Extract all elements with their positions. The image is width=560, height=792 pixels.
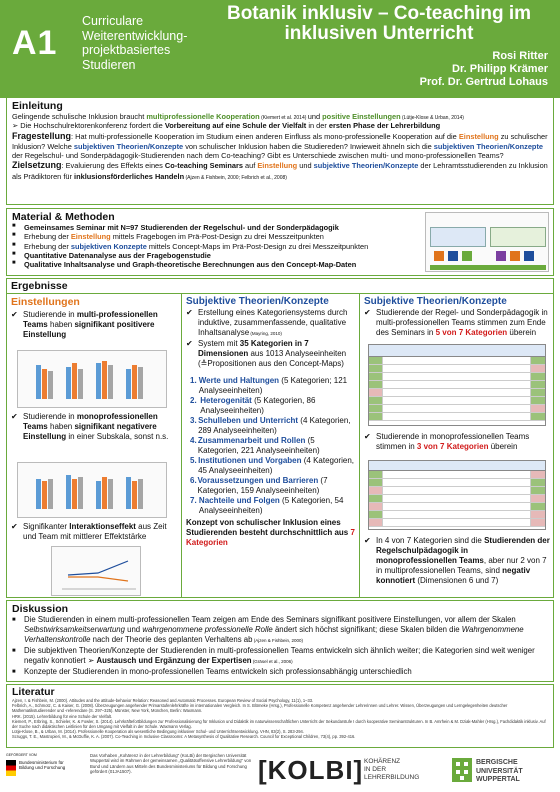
reference-list (12, 698, 548, 740)
list-item: ✔ Studierende der Regel- und Sonderpädagogik in multi-professionellen Teams stimmen zum Ende des Seminars in 5 von 7 Kategorien überein (364, 308, 551, 338)
list-item: 3. Schulleben und Unterricht (4 Kategorien, 289 Analyseeinheiten) (190, 416, 351, 435)
section-code: A1 (12, 24, 58, 62)
konzepte-column-2 (360, 293, 554, 598)
einleitung-section (6, 97, 554, 205)
list-item: ✔ Studierende in monoprofessionellen Teams stimmen in 3 von 7 Kategorien überein (364, 432, 550, 452)
list-item: 7. Nachteile und Folgen (5 Kategorien, 54 Analyseeinheiten) (190, 496, 344, 515)
list-item: ■ Quantitative Datenanalyse aus der Fragebogenstudie (12, 251, 407, 260)
funding-note: Das Vorhaben „Kohärenz in der Lehrerbildung" (KoLBi) der Bergischen Universität Wuppertal wird im Rahmen der gemeinsamen „Qualitätsoffensive Lehrerbildung" von Bund und Ländern aus Mitteln des Bundesministeriums für Bildung und Forschung gefördert (01JA1507). (90, 753, 252, 774)
konzepte-title-2: Subjektive Theorien/Konzepte (364, 296, 507, 307)
ergebnisse-section (6, 278, 554, 598)
arrow-right-icon: ➢ (12, 121, 21, 131)
kolbi-logo: [KOLBI] KOHÄRENZ IN DER LEHRERBILDUNG (258, 755, 420, 785)
ergebnisse-title: Ergebnisse (11, 280, 68, 292)
list-item: ■ Die subjektiven Theorien/Konzepte der Studierenden in multi-professionellen Teams entwickeln sich ähnlich weiter; die Kategorien sind weit weniger negativ konnotiert ➢ Austausch und Ergänzung der Expertisen (Gräsel et al., 2006) (12, 646, 548, 667)
arrow-right-icon: ➢ (87, 656, 95, 665)
literatur-section (6, 684, 554, 748)
methoden-list (12, 223, 407, 269)
list-item: 4. Zusammenarbeit und Rollen (5 Kategorien, 221 Analyseeinheiten) (190, 436, 320, 455)
footer (0, 750, 560, 792)
list-item: ✔ Studierende in monoprofessionellen Teams haben signifikant negativere Einstellung in einer Subskala, sonst n.s. (11, 412, 179, 442)
category-table-multi (368, 344, 546, 426)
uni-emblem-icon (452, 758, 472, 782)
poster-header (0, 0, 560, 98)
list-item: 1. Werte und Haltungen (5 Kategorien; 121 Analyseeinheiten) (190, 376, 348, 395)
konzept-conclusion: Konzept von schulischer Inklusion eines Studierenden besteht durchschnittlich aus 7 Kategorien (186, 518, 355, 547)
einstellungen-column (7, 293, 182, 598)
list-item: HRK. (2015). Lehrerbildung für eine Schule der Vielfalt. (12, 713, 113, 719)
literatur-title: Literatur (12, 686, 55, 698)
einleitung-title: Einleitung (12, 100, 63, 112)
list-item: ■ Erhebung der subjektiven Konzepte mittels Concept-Maps im Prä-Post-Design zu drei Messzeitpunkten (12, 242, 407, 251)
diskussion-section (6, 600, 554, 682)
list-item: ✔ Erstellung eines Kategoriensystems durch induktive, zusammenfassende, qualitative Inhaltsanalyse (Mayring, 2010) (186, 308, 355, 339)
list-item: ✔ Signifikanter Interaktionseffekt aus Zeit und Team mit mittlerer Effektstärke (11, 522, 179, 542)
interaction-effect-chart (51, 546, 141, 596)
konzepte-column-1 (182, 293, 360, 598)
einstellung-chart-multi (17, 350, 167, 408)
list-item: ■ Konzepte der Studierenden in mono-professionellen Teams entwickeln sich professionsabhängig unterschiedlich (12, 667, 548, 677)
list-item: Ajzen, I. & Fishbein, M. (2000). Attitudes and the attitude-behavior Relation: Reasoned and Automatic Processes. European Review of Social Psychology, 11(1), 1–33. (12, 698, 314, 703)
list-item: ✔ In 4 von 7 Kategorien sind die Studierenden der Regelschulpädagogik in monoprofessionellen Teams, aber nur 2 von 7 in multiprofessionellen Teams, sind negativ konnotiert (Dimensionen 6 und 7) (364, 536, 550, 586)
list-item: ■ Die Studierenden in einem multi-professionellen Team zeigen am Ende des Seminars signifikant positivere Einstellungen, vor allem der Skalen Selbstwirksamkeitserwartung und wahrgenommene professionelle Rolle ändert sich höchst signifikant; diese Skalen bilden die Wahrgenommene Verhaltenskontrolle nach der Theorie des geplanten Verhaltens ab (Ajzen & Fishbein, 2000) (12, 615, 548, 646)
list-item: ■ Gemeinsames Seminar mit N=97 Studierenden der Regelschul- und der Sonderpädagogik (12, 223, 407, 232)
bmbf-logo: GEFÖRDERT VOM Bundesministerium für Bildung und Forschung (6, 753, 86, 789)
poster-title: Botanik inklusiv – Co-teaching im inklusiven Unterricht (226, 3, 532, 44)
dimension-list (186, 376, 355, 516)
list-item: ■ Erhebung der Einstellung mittels Fragebogen im Prä-Post-Design zu drei Messzeitpunkten (12, 232, 407, 241)
list-item: ✔ Studierende in multi-professionellen Teams haben signifikant positivere Einstellung (11, 310, 177, 340)
einleitung-p1: Gelingende schulische Inklusion braucht multiprofessionelle Kooperation (Kiemert et al. 2014) und positive Einstellungen (Lütje-Klose & Urban, 2014) (12, 112, 464, 121)
list-item: Scruggs, T. E., Mastropieri, M., & McDuffie, K. A. (2007). Co-Teaching in Inclusive Classrooms: A Metasynthesis of Qualitative Research. Council for Exceptional Children, 73(4), pp. 392-416. (12, 734, 356, 740)
list-item: ■ Qualitative Inhaltsanalyse und Graph-theoretische Berechnungen aus den Concept-Map-Daten (12, 260, 407, 269)
list-item: ✔ System mit 35 Kategorien in 7 Dimensionen aus 1013 Analyseeinheiten (≙Propositionen aus den Concept-Maps) (186, 339, 355, 369)
einstellungen-title: Einstellungen (11, 296, 80, 308)
authors: Rosi Ritter Dr. Philipp Krämer Prof. Dr. Gertrud Lohaus (419, 50, 548, 88)
list-item: Lütje-Klose, B., & Urban, M. (2014). Professionelle Kooperation als wesentliche Bedingung inklusiver Schul- und Unterrichtsentwicklung. VHN, 83(2), S. 283-294. (12, 729, 304, 735)
fragestellung: Fragestellung: Hat multi-professionelle Kooperation im Studium einen anderen Einfluss als mono-professionelle Kooperation auf die Einstellung zu schulischer Inklusion? Welche subjektiven Theorien/Konzepte von schulischer Inklusion haben die Studiereden? Inwieweit ähneln sich die subjektiven Theorien/Konzepte der Regelschul- und Sonderpädagogik-Studierenden nach dem Co-teaching? Gibt es Unterschiede zwischen multi- und mono-professionellen Teams? (12, 130, 548, 160)
study-design-figure (425, 212, 549, 272)
category-table-mono (368, 460, 546, 530)
eagle-icon (6, 760, 16, 776)
list-item: Felbrich, A., Schmotz, C. & Kaiser, G. (2008). Überzeugungen angehender Primarstufenlehrkräfte im internationalen Vergleich. In S. Blömeke (Hrsg.), Professionelle Kompetenz angehender Lehrerinnen und Lehrer. Wissen, Überzeugungen und Lerngelegenheiten deutscher Mathematikstudierender und -referendare (S. 297–325). Münster, New York, München, Berlin: Waxmann. (12, 703, 508, 714)
line-chart (52, 547, 142, 597)
list-item: 5. Institutionen und Vorgaben (4 Kategorien, 45 Analyseeinheiten) (190, 456, 354, 475)
methoden-title: Material & Methoden (12, 211, 115, 223)
konzepte-title-1: Subjektive Theorien/Konzepte (186, 296, 329, 307)
list-item: Kiemert, P., Erbring, S., Schieler, K. & Fowler, S. (2014). Lehrkräftefortbildungen zur Professionalisierung für Inklusion und Didaktik im naturwissenschaftlichen Unterricht der Sekundarstufe I durch kooperative Seminarstrukturen. In B. Amrhein & M. Dziak-Mahler (Hrsg.), Fachdidaktik inklusiv. Auf der Suche nach didaktischen Leitlinien für den Umgang mit Vielfalt in der Schule. Waxmann Verlag. (12, 718, 546, 730)
uni-logo: BERGISCHE UNIVERSITÄT WUPPERTAL (452, 754, 556, 788)
list-item: 2. Heterogenität (5 Kategorien, 86 Analyseeinheiten) (190, 396, 316, 415)
einleitung-p2: ➢ Die Hochschulrektorenkonferenz fordert die Vorbereitung auf eine Schule der Vielfalt in der ersten Phase der Lehrerbildung (12, 121, 441, 131)
einstellung-chart-mono (17, 462, 167, 518)
zielsetzung: Zielsetzung: Evaluierung des Effekts eines Co-teaching Seminars auf Einstellung und subjektive Theorien/Konzepte der Lehramtsstudierenden zu Inklusion als Prädiktoren für inklusionsförderliches Handeln (Ajzen & Fishbein, 2000; Felbrich et al., 2008) (12, 160, 548, 181)
methoden-section (6, 208, 554, 276)
section-subtitle: Curriculare Weiterentwicklung- projektbasiertes Studieren (82, 14, 188, 72)
list-item: 6. Voraussetzungen und Barrieren (7 Kategorien, 159 Analyseeinheiten) (190, 476, 328, 495)
diskussion-title: Diskussion (12, 603, 69, 615)
